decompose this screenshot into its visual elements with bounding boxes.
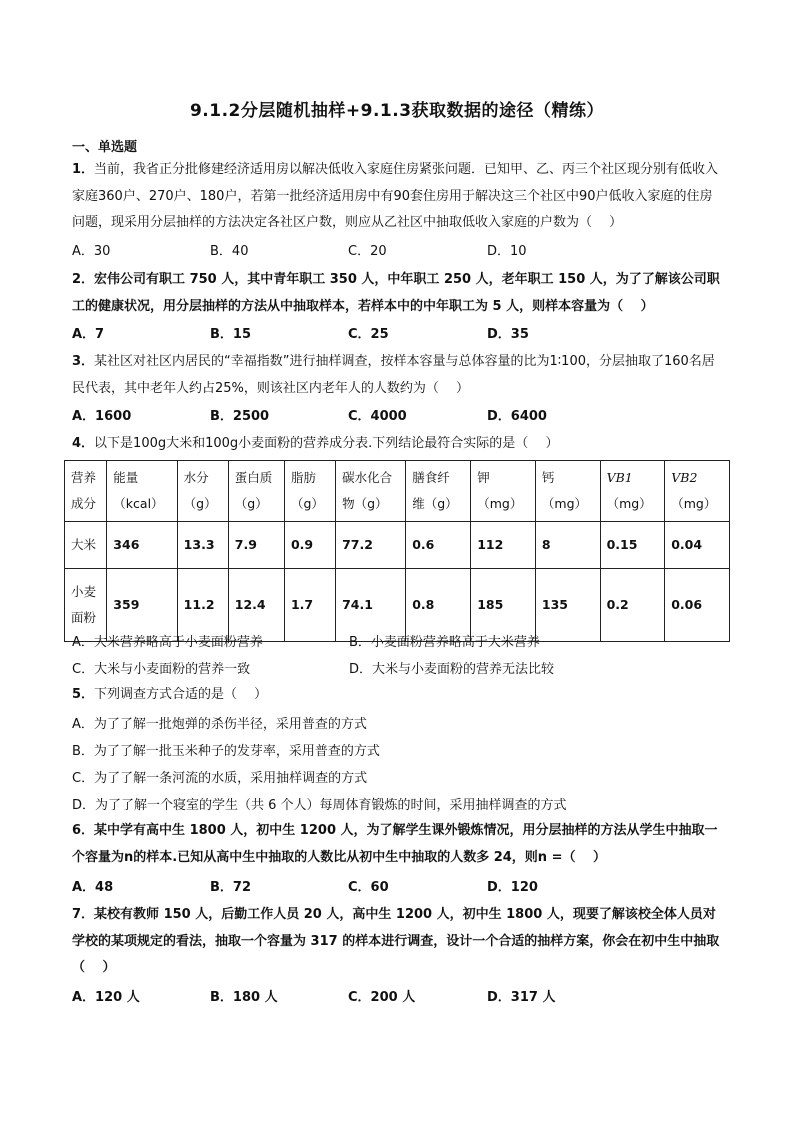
table-cell: 135 <box>535 569 600 642</box>
option-d[interactable]: D．35 <box>487 327 529 342</box>
question-number: 3． <box>72 354 95 369</box>
question-6 <box>72 818 724 871</box>
question-number: 2． <box>72 272 95 287</box>
question-number: 7． <box>72 907 95 922</box>
option-a[interactable]: A．大米营养略高于小麦面粉营养 <box>72 635 263 650</box>
option-b[interactable]: B．15 <box>210 327 251 342</box>
table-cell: 0.6 <box>406 522 471 569</box>
question-3-options <box>72 405 724 427</box>
question-5 <box>72 682 724 709</box>
question-text: 某校有教师 150 人，后勤工作人员 20 人，高中生 1200 人，初中生 1800 人，现要了解该校全体人员对学校的某项规定的看法，抽取一个容量为 317 的样本进行调查，设计一个合适的抽样方案，你会在初中生中抽取（ ） <box>72 907 720 975</box>
option-b[interactable]: B．2500 <box>210 409 270 424</box>
table-cell: 7.9 <box>228 522 284 569</box>
table-cell: 74.1 <box>336 569 406 642</box>
header-cell: 水分 （g） <box>177 461 228 522</box>
option-c[interactable]: C．25 <box>348 327 389 342</box>
option-d[interactable]: D．120 <box>487 880 538 895</box>
question-text: 下列调查方式合适的是（ ） <box>94 687 268 702</box>
question-number: 4． <box>72 436 95 451</box>
question-number: 1． <box>72 162 95 177</box>
header-cell: 钙 （mg） <box>535 461 600 522</box>
option-b[interactable]: B．180 人 <box>210 990 278 1005</box>
table-header-row <box>65 461 730 522</box>
question-text: 某社区对社区内居民的“幸福指数”进行抽样调查，按样本容量与总体容量的比为1∶100，分层抽取了160名居民代表，其中老年人约占25%，则该社区内老年人的人数约为（ ） <box>72 354 715 396</box>
table-cell: 0.2 <box>600 569 665 642</box>
table-cell: 346 <box>107 522 177 569</box>
table-row <box>65 522 730 569</box>
page-title: 9.1.2分层随机抽样+9.1.3获取数据的途径（精练） <box>189 101 605 121</box>
header-cell: 脂肪 （g） <box>284 461 335 522</box>
table-cell: 0.9 <box>284 522 335 569</box>
option-b[interactable]: B．40 <box>210 244 249 259</box>
table-cell: 359 <box>107 569 177 642</box>
header-cell: VB2 （mg） <box>665 461 730 522</box>
option-c[interactable]: C．20 <box>348 244 387 259</box>
option-c[interactable]: C．4000 <box>348 409 407 424</box>
option-c[interactable]: C．60 <box>348 880 389 895</box>
question-text: 当前，我省正分批修建经济适用房以解决低收入家庭住房紧张问题．已知甲、乙、丙三个社区现分别有低收入家庭360户、270户、180户，若第一批经济适用房中有90套住房用于解决这三个社区中90户低收入家庭的住房问题，现采用分层抽样的方法决定各社区户数，则应从乙社区中抽取低收入家庭的户数为（ ） <box>72 162 719 230</box>
table-cell: 112 <box>471 522 536 569</box>
table-cell: 1.7 <box>284 569 335 642</box>
option-d[interactable]: D．6400 <box>487 409 547 424</box>
question-7 <box>72 902 724 982</box>
header-cell: 膳食纤 维（g） <box>406 461 471 522</box>
question-text: 某中学有高中生 1800 人，初中生 1200 人，为了解学生课外锻炼情况，用分层抽样的方法从学生中抽取一个容量为n的样本.已知从高中生中抽取的人数比从初中生中抽取的人数多 24，则n =（ ） <box>72 823 718 865</box>
row-label: 大米 <box>65 522 107 569</box>
table-cell: 12.4 <box>228 569 284 642</box>
header-cell: 钾 （mg） <box>471 461 536 522</box>
table-cell: 0.15 <box>600 522 665 569</box>
header-cell: 能量 （kcal） <box>107 461 177 522</box>
question-2 <box>72 267 724 320</box>
option-b[interactable]: B．小麦面粉营养略高于大米营养 <box>349 635 540 650</box>
question-6-options <box>72 876 724 898</box>
question-1-options <box>72 240 724 262</box>
option-a[interactable]: A．1600 <box>72 409 132 424</box>
option-c[interactable]: C．200 人 <box>348 990 416 1005</box>
table-cell: 0.06 <box>665 569 730 642</box>
question-3 <box>72 349 724 402</box>
option-a[interactable]: A．7 <box>72 327 105 342</box>
table-cell: 8 <box>535 522 600 569</box>
header-cell: 碳水化合 物（g） <box>336 461 406 522</box>
option-c[interactable]: C．大米与小麦面粉的营养一致 <box>72 662 251 677</box>
option-a[interactable]: A．30 <box>72 244 111 259</box>
option-c[interactable]: C．为了了解一条河流的水质，采用抽样调查的方式 <box>72 771 368 786</box>
option-d[interactable]: D．10 <box>487 244 527 259</box>
option-d[interactable]: D．大米与小麦面粉的营养无法比较 <box>349 662 555 677</box>
question-2-options <box>72 323 724 345</box>
table-cell: 185 <box>471 569 536 642</box>
question-1 <box>72 157 724 237</box>
option-b[interactable]: B．72 <box>210 880 251 895</box>
option-d[interactable]: D．为了了解一个寝室的学生（共 6 个人）每周体育锻炼的时间，采用抽样调查的方式 <box>72 798 567 813</box>
option-a[interactable]: A．为了了解一批炮弹的杀伤半径，采用普查的方式 <box>72 717 367 732</box>
question-text: 宏伟公司有职工 750 人，其中青年职工 350 人，中年职工 250 人，老年职工 150 人，为了了解该公司职工的健康状况，用分层抽样的方法从中抽取样本，若样本中的中年职工为 5 人，则样本容量为（ ） <box>72 272 720 314</box>
header-cell: 蛋白质 （g） <box>228 461 284 522</box>
row-label: 小麦 面粉 <box>65 569 107 642</box>
option-a[interactable]: A．48 <box>72 880 114 895</box>
table-cell: 13.3 <box>177 522 228 569</box>
header-cell: 营养 成分 <box>65 461 107 522</box>
option-d[interactable]: D．317 人 <box>487 990 556 1005</box>
table-cell: 77.2 <box>336 522 406 569</box>
table-cell: 11.2 <box>177 569 228 642</box>
question-number: 5． <box>72 687 95 702</box>
question-text: 以下是100g大米和100g小麦面粉的营养成分表.下列结论最符合实际的是（ ） <box>94 436 559 451</box>
header-cell: VB1 （mg） <box>600 461 665 522</box>
option-a[interactable]: A．120 人 <box>72 990 140 1005</box>
section-heading: 一、单选题 <box>72 140 138 155</box>
question-4 <box>72 431 724 458</box>
option-b[interactable]: B．为了了解一批玉米种子的发芽率，采用普查的方式 <box>72 744 380 759</box>
table-cell: 0.8 <box>406 569 471 642</box>
question-7-options <box>72 986 724 1008</box>
table-cell: 0.04 <box>665 522 730 569</box>
nutrition-table <box>64 460 730 642</box>
question-number: 6． <box>72 823 95 838</box>
